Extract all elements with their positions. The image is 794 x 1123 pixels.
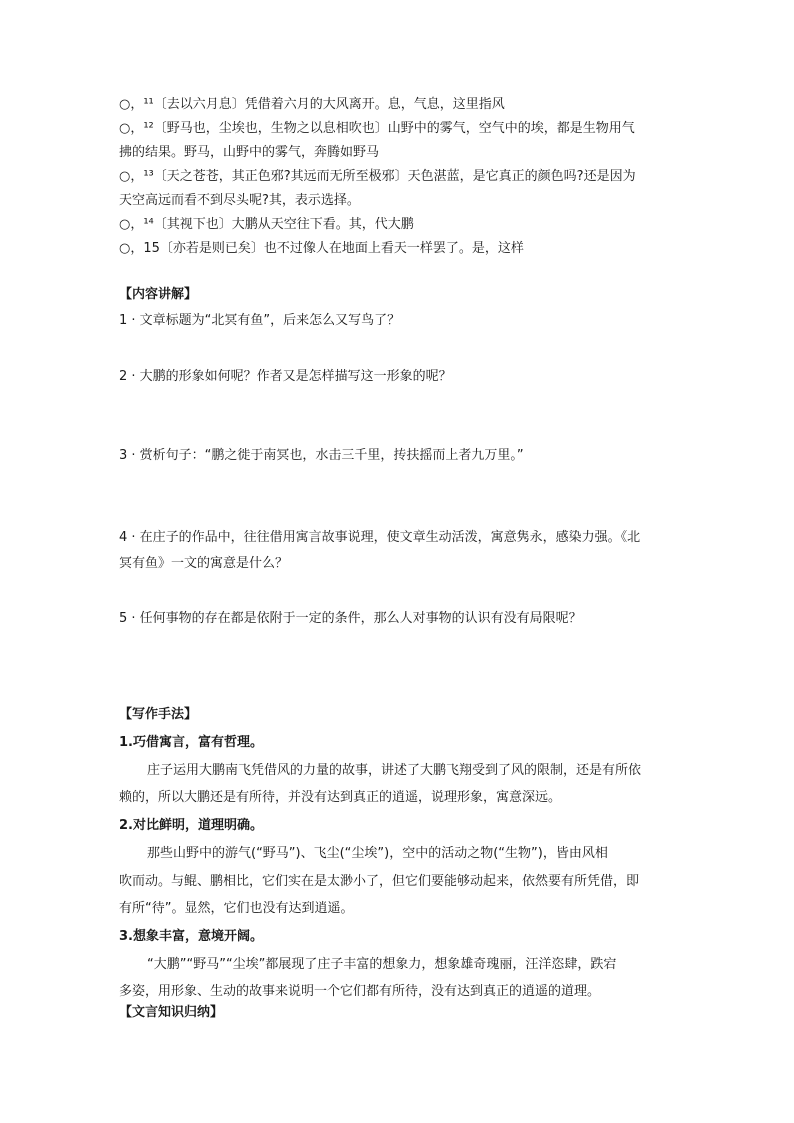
technique-1-text-cont: 赖的，所以大鹏还是有所待，并没有达到真正的逍遥，说理形象，寓意深远。 (119, 790, 562, 805)
technique-1-title: 1.巧借寓言，富有哲理。 (119, 735, 263, 750)
note-12-cont: 拂的结果。野马，山野中的雾气，奔腾如野马 (119, 145, 380, 160)
technique-2-title: 2.对比鲜明，道理明确。 (119, 818, 263, 833)
question-4: 4 · 在庄子的作品中，往往借用寓言故事说理，使文章生动活泼，寓意隽永，感染力强。《北 (119, 530, 641, 545)
note-11: ○，¹¹〔去以六月息〕凭借着六月的大风离开。息，气息，这里指风 (119, 97, 505, 112)
technique-2-text-end: 有所“待”。显然，它们也没有达到逍遥。 (119, 901, 354, 916)
note-14: ○，¹⁴〔其视下也〕大鹏从天空往下看。其，代大鹏 (119, 217, 414, 232)
question-3: 3 · 赏析句子：“鹏之徙于南冥也，水击三千里，抟扶摇而上者九万里。” (119, 448, 524, 463)
technique-2-text-cont: 吹而动。与鲲、鹏相比，它们实在是太渺小了，但它们要能够动起来，依然要有所凭借，即 (119, 874, 640, 889)
technique-2-text: 那些山野中的游气(“野马”)、飞尘(“尘埃”)，空中的活动之物(“生物”)，皆由风相 (147, 846, 608, 861)
technique-3-text-cont: 多姿，用形象、生动的故事来说明一个它们都有所待，没有达到真正的逍遥的道理。 (119, 984, 601, 999)
section-heading-writing: 【写作手法】 (119, 707, 198, 722)
section-heading-content: 【内容讲解】 (119, 287, 198, 302)
question-1: 1 · 文章标题为“北冥有鱼”，后来怎么又写鸟了？ (119, 313, 401, 328)
note-15: ○，15〔亦若是则已矣〕也不过像人在地面上看天一样罢了。是，这样 (119, 241, 524, 256)
question-2: 2 · 大鹏的形象如何呢？作者又是怎样描写这一形象的呢？ (119, 369, 452, 384)
technique-1-text: 庄子运用大鹏南飞凭借风的力量的故事，讲述了大鹏飞翔受到了风的限制，还是有所依 (147, 763, 642, 778)
section-heading-knowledge: 【文言知识归纳】 (119, 1005, 224, 1020)
technique-3-title: 3.想象丰富，意境开阔。 (119, 929, 263, 944)
technique-3-text: “大鹏”“野马”“尘埃”都展现了庄子丰富的想象力，想象雄奇瑰丽，汪洋恣肆，跌宕 (147, 957, 617, 972)
note-12: ○，¹²〔野马也，尘埃也，生物之以息相吹也〕山野中的雾气，空气中的埃，都是生物用气 (119, 121, 635, 136)
note-13-cont: 天空高远而看不到尽头呢?其，表示选择。 (119, 193, 360, 208)
question-4-cont: 冥有鱼》一文的寓意是什么？ (119, 556, 289, 571)
question-5: 5 · 任何事物的存在都是依附于一定的条件，那么人对事物的认识有没有局限呢？ (119, 611, 582, 626)
note-13: ○，¹³〔天之苍苍，其正色邪?其远而无所至极邪〕天色湛蓝，是它真正的颜色吗?还是因为 (119, 169, 636, 184)
